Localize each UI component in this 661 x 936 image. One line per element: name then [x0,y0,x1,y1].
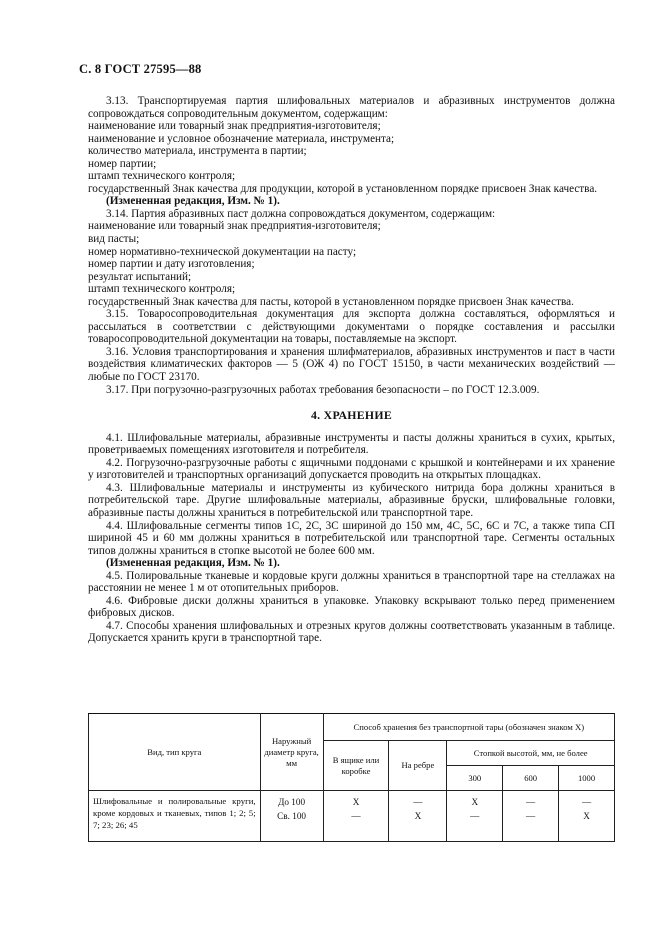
header-edge: На ребре [389,741,447,791]
header-stack-1000: 1000 [559,766,615,791]
paragraph: 4.1. Шлифовальные материалы, абразивные инструменты и пасты должны храниться в сухих, крытых, проветриваемых помещениях изготовителя и потребителя. [88,431,615,457]
cell-edge [389,791,447,842]
paragraph: номер нормативно-технической документации на пасту; [88,245,357,258]
paragraph: количество материала, инструмента в партии; [88,145,307,158]
header-stack-300: 300 [447,766,503,791]
header-stack-600: 600 [503,766,559,791]
paragraph: результат испытаний; [88,270,192,283]
cell-s300-1: X [471,797,479,807]
paragraph: 4.2. Погрузочно-разгрузочные работы с ящичными поддонами с крышкой и контейнерами и их хранение у изготовителей и транспортных организаций допускается проводить на открытых площадках. [88,456,615,482]
cell-s600 [503,791,559,842]
paragraph: наименование или товарный знак предприятия-изготовителя; [88,220,381,233]
cell-s1000 [559,791,615,842]
cell-s1000-1: — [581,797,592,807]
cell-box-1: X [352,797,360,807]
cell-s1000-2: X [583,811,590,821]
paragraph: номер партии и дату изготовления; [88,258,255,271]
cell-edge-1: — [413,797,423,807]
cell-edge-2: X [414,811,422,821]
header-type: Вид, тип круга [89,714,261,791]
paragraph: 4.6. Фибровые диски должны храниться в упаковке. Упаковку вскрывают только перед применением фибровых дисков. [88,594,615,620]
paragraph: государственный Знак качества для продукции, которой в установленном порядке присвоен Знак качества. [88,182,598,195]
cell-box-2: — [351,811,361,821]
paragraph: 3.15. Товаросопроводительная документация для экспорта должна составляться, оформляться и рассылаться в соответствии с действующими документами о порядке составления и рассылки товаросопроводительной документации на товары, поставляемые на экспорт. [88,308,615,346]
paragraph: 3.16. Условия транспортирования и хранения шлифматериалов, абразивных инструментов и паст в части воздействия климатических факторов — 5 (ОЖ 4) по ГОСТ 15150, в части механических воздействий — любые по ГОСТ 23170. [88,345,615,384]
cell-diam-1: До 100 [278,797,306,807]
paragraph: государственный Знак качества для пасты, которой в установленном порядке присвоен Знак качества. [88,295,574,308]
paragraph: 3.14. Партия абразивных паст должна сопровождаться документом, содержащим: [106,207,496,220]
cell-s300 [447,791,503,842]
table-row [89,791,615,842]
cell-s600-2: — [526,811,536,821]
header-diameter: Наружный диаметр круга, мм [260,714,323,791]
paragraphs-block-2 [88,432,615,645]
cell-diam-2: Св. 100 [277,811,307,821]
paragraph: наименование и условное обозначение материала, инструмента; [88,132,395,145]
header-stack: Стопкой высотой, мм, не более [447,741,615,766]
header-method: Способ хранения без транспортной тары (обозначен знаком X) [323,714,614,741]
cell-s300-2: — [470,811,480,821]
paragraph: 3.13. Транспортируемая партия шлифовальных материалов и абразивных инструментов должна сопровождаться сопроводительным документом, содержащим: [88,95,615,120]
paragraph: 4.4. Шлифовальные сегменты типов 1С, 2С, 3С шириной до 150 мм, 4С, 5С, 6С и 7С, а также типа СП шириной 45 и 60 мм должны храниться в потребительской или транспортной таре. Сегменты остальных типов должны храниться в стопке высотой не более 600 мм. [88,519,615,557]
cell-s600-1: — [526,797,536,807]
paragraph: 3.17. При погрузочно-разгрузочных работах требования безопасности – по ГОСТ 12.3.009. [106,383,540,396]
cell-diameter [260,791,323,842]
paragraph: 4.5. Полировальные тканевые и кордовые круги должны храниться в транспортной таре на стеллажах на расстоянии не менее 1 м от отопительных приборов. [88,569,615,595]
paragraph: вид пасты; [88,233,140,246]
paragraph: 4.3. Шлифовальные материалы и инструменты из кубического нитрида бора должны храниться в потребительской таре. Другие шлифовальные материалы, абразивные бруски, шлифовальные головки, абразивные пасты должны храниться в потребительской или транспортной таре. [88,481,615,519]
body-text [88,95,615,645]
paragraph: штамп технического контроля; [88,283,236,296]
section-title: 4. ХРАНЕНИЕ [310,408,393,423]
page-header: С. 8 ГОСТ 27595—88 [79,62,202,76]
paragraphs-block-1 [88,95,615,396]
storage-table [88,713,615,842]
header-box: В ящике или коробке [323,741,389,791]
paragraph: штамп технического контроля; [88,170,236,183]
paragraph: наименование или товарный знак предприятия-изготовителя; [88,120,381,133]
row-label: Шлифовальные и полировальные круги, кроме кордовых и тканевых, типов 1; 2; 5; 7; 23; 26; 45 [89,791,261,842]
paragraph: номер партии; [88,157,157,170]
cell-box [323,791,389,842]
paragraph: (Измененная редакция, Изм. № 1). [106,195,280,208]
paragraph: (Измененная редакция, Изм. № 1). [106,557,280,570]
paragraph: 4.7. Способы хранения шлифовальных и отрезных кругов должны соответствовать указанным в таблице. Допускается хранить круги в транспортной таре. [88,619,615,645]
